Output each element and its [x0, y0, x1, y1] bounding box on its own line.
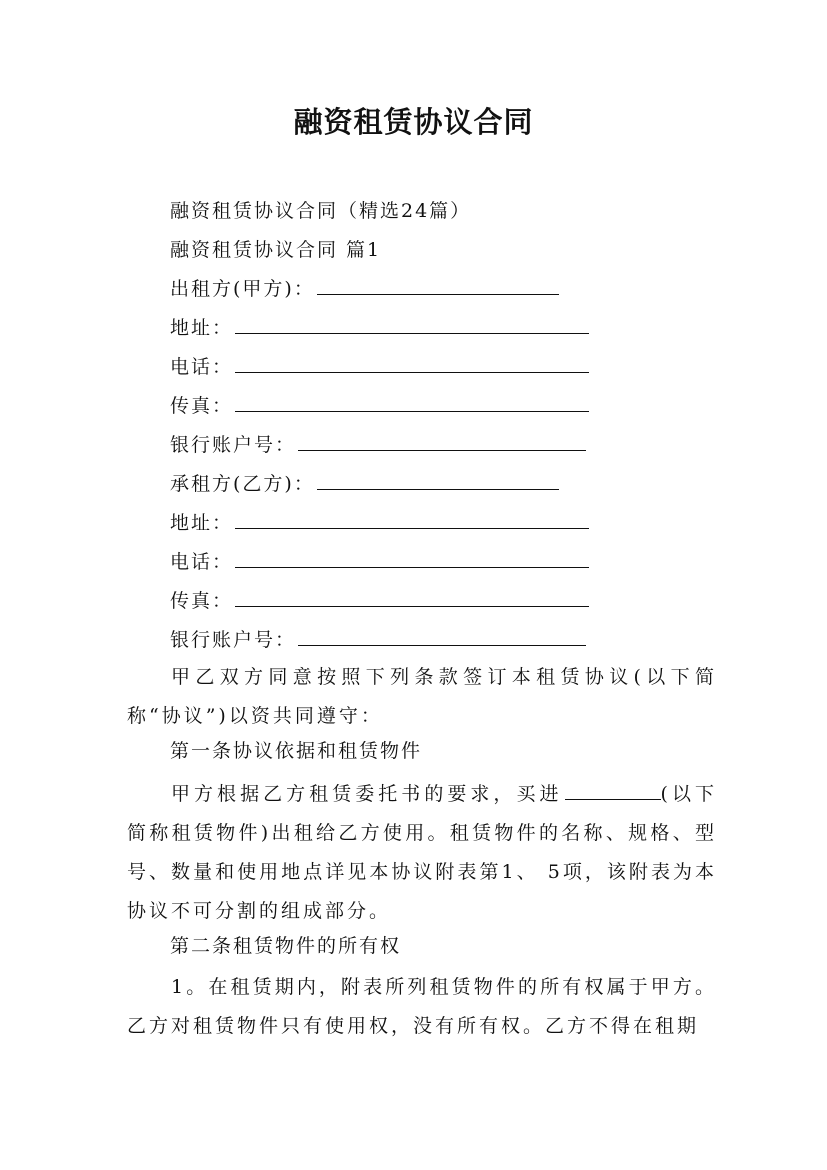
lessor-bank-field	[170, 430, 586, 460]
lessor-fax-label: 传真：	[170, 395, 234, 417]
lessee-party-field	[170, 469, 559, 499]
lessee-party-blank	[317, 469, 559, 490]
lessor-address-field	[170, 313, 589, 343]
lessee-fax-field	[170, 586, 589, 616]
article2-clause1: 1。在租赁期内，附表所列租赁物件的所有权属于甲方。乙方对租赁物件只有使用权，没有所有权。乙方不得在租期	[127, 976, 717, 1037]
lessee-phone-blank	[235, 547, 589, 568]
lessor-party-blank	[317, 274, 559, 295]
lessor-address-blank	[235, 313, 589, 334]
lessee-party-label: 承租方(乙方)：	[170, 473, 315, 495]
lessor-party-label: 出租方(甲方)：	[170, 278, 315, 300]
article1-text-after: (以下简称租赁物件)出租给乙方使用。租赁物件的名称、规格、型号、数量和使用地点详见本协议附表第1、 5项，该附表为本协议不可分割的组成部分。	[127, 783, 717, 922]
lessor-phone-field	[170, 352, 589, 382]
lessee-fax-label: 传真：	[170, 590, 234, 612]
lessee-fax-blank	[235, 586, 589, 607]
lessor-phone-blank	[235, 352, 589, 373]
lessor-address-label: 地址：	[170, 317, 234, 339]
lessee-bank-blank	[298, 625, 586, 646]
article1-text-before: 甲方根据乙方租赁委托书的要求，买进	[171, 783, 563, 805]
lessee-address-blank	[235, 508, 589, 529]
lessee-address-label: 地址：	[170, 512, 234, 534]
lessor-party-field	[170, 274, 559, 304]
article2-heading: 第二条租赁物件的所有权	[170, 935, 402, 957]
lessor-fax-blank	[235, 391, 589, 412]
lessor-bank-blank	[298, 430, 586, 451]
lessee-phone-label: 电话：	[170, 551, 234, 573]
section-heading: 融资租赁协议合同 篇1	[170, 239, 382, 261]
article1-heading: 第一条协议依据和租赁物件	[170, 740, 423, 762]
lessee-bank-label: 银行账户号：	[170, 629, 297, 651]
lessor-phone-label: 电话：	[170, 356, 234, 378]
lessee-bank-field	[170, 625, 586, 655]
lessor-fax-field	[170, 391, 589, 421]
document-title: 融资租赁协议合同	[293, 105, 534, 139]
article1-item-blank	[565, 779, 661, 800]
lessee-address-field	[170, 508, 589, 538]
lessee-phone-field	[170, 547, 589, 577]
article1-paragraph	[127, 775, 717, 931]
intro-paragraph: 甲乙双方同意按照下列条款签订本租赁协议(以下简称“协议”)以资共同遵守：	[127, 666, 717, 727]
lessor-bank-label: 银行账户号：	[170, 434, 297, 456]
document-subtitle: 融资租赁协议合同（精选24篇）	[170, 200, 472, 222]
